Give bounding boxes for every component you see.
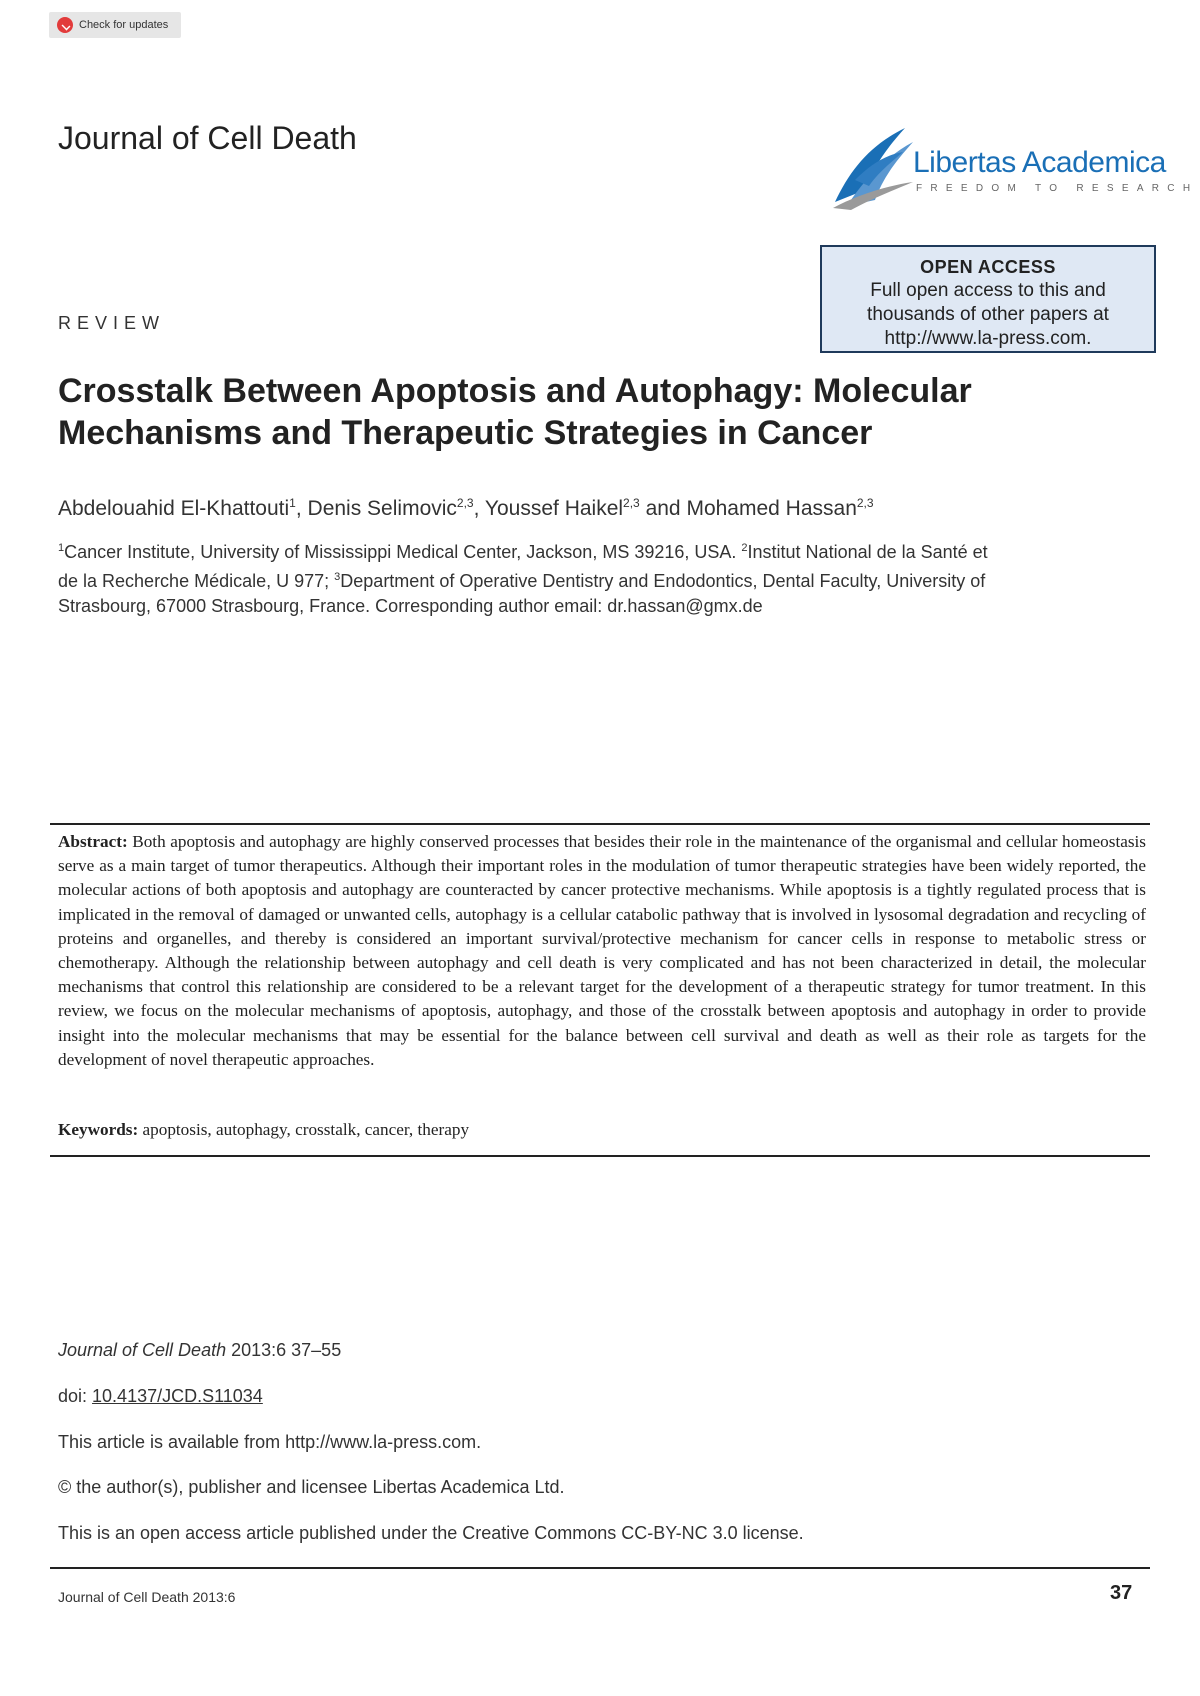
- abstract-top-rule: [50, 823, 1150, 825]
- journal-name: Journal of Cell Death: [58, 120, 357, 156]
- article-type-label: REVIEW: [58, 313, 166, 333]
- author-list: Abdelouahid El-Khattouti$^1$, Denis Selimovic$^{2,3}$, Youssef Haikel$^{2,3}$ and Mohamed Hassan$^{2,3}$: [58, 496, 874, 520]
- abstract: [58, 830, 1146, 1072]
- affiliation-line: Strasbourg, 67000 Strasbourg, France. Corresponding author email: dr.hassan@gmx.de: [58, 596, 763, 616]
- abstract-label: Abstract:: [58, 832, 128, 851]
- affiliation-line: $^1$Cancer Institute, University of Mississippi Medical Center, Jackson, MS 39216, USA. $^2$Institut National de la Santé et: [58, 542, 988, 562]
- citation-line: [58, 1340, 341, 1361]
- open-access-line: Full open access to this and: [870, 280, 1106, 301]
- keywords-text: apoptosis, autophagy, crosstalk, cancer, therapy: [142, 1120, 470, 1139]
- doi-link[interactable]: 10.4137/JCD.S11034: [92, 1386, 263, 1406]
- citation-volume: 2013:6 37–55: [226, 1340, 342, 1360]
- open-access-link[interactable]: http://www.la-press.com.: [884, 328, 1092, 349]
- check-updates-label: Check for updates: [79, 19, 169, 31]
- hands-wave-logo-icon: [833, 128, 913, 210]
- open-access-line: thousands of other papers at: [867, 304, 1109, 325]
- abstract-text: Both apoptosis and autophagy are highly conserved processes that besides their role in the maintenance of the organismal and cellular homeostasis serve as a main target of tumor therapeutics. Although their important roles in the modulation of tumor therapeutic strategies have been widely reported, the molecular actions of both apoptosis and autophagy are counteracted by cancer protective mechanisms. While apoptosis is a tightly regulated process that is implicated in the removal of damaged or unwanted cells, autophagy is a cellular catabolic pathway that is involved in lysosomal degradation and recycling of proteins and organelles, and thereby is considered an important survival/protective mechanism for cancer cells in response to metabolic stress or chemotherapy. Although the relationship between autophagy and cell death is very complicated and has not been characterized in detail, the molecular mechanisms that control this relationship are considered to be a relevant target for the development of a therapeutic strategy for tumor treatment. In this review, we focus on the molecular mechanisms of apoptosis, autophagy, and those of the crosstalk between apoptosis and autophagy in order to provide insight into the molecular mechanisms that may be essential for the balance between cell survival and death as well as their role as targets for the development of novel therapeutic approaches.: [58, 832, 1147, 1069]
- license-text: This is an open access article published under the Creative Commons CC-BY-NC 3.0 license.: [58, 1523, 804, 1543]
- doi-line: doi: 10.4137/JCD.S11034: [58, 1386, 263, 1406]
- check-updates-icon: [57, 17, 73, 33]
- publisher-name: Libertas Academica: [913, 146, 1166, 179]
- article-title: [58, 370, 1118, 454]
- article-title-line: Crosstalk Between Apoptosis and Autophagy: Molecular: [58, 372, 972, 410]
- author-name: Abdelouahid El-Khattouti: [58, 497, 290, 520]
- affiliation-line: de la Recherche Médicale, U 977; $^3$Department of Operative Dentistry and Endodontics, Dental Faculty, University of: [58, 571, 986, 591]
- author-affiliation-mark: 2,3: [623, 496, 640, 510]
- author-affiliation-mark: 1: [289, 496, 296, 510]
- page-number: 37: [1110, 1582, 1133, 1604]
- affiliations: [58, 536, 1118, 619]
- footer-journal: Journal of Cell Death 2013:6: [58, 1589, 236, 1605]
- keywords-label: Keywords:: [58, 1120, 139, 1139]
- availability-text: This article is available from http://www.la-press.com.: [58, 1432, 482, 1452]
- keywords: [58, 1120, 1138, 1140]
- article-title-line: Mechanisms and Therapeutic Strategies in Cancer: [58, 414, 873, 452]
- abstract-bottom-rule: [50, 1155, 1150, 1157]
- author-name: Mohamed Hassan: [686, 497, 857, 520]
- author-name: Denis Selimovic: [307, 497, 457, 520]
- check-for-updates-button[interactable]: [49, 12, 181, 38]
- author-affiliation-mark: 2,3: [856, 496, 874, 510]
- open-access-box: [820, 245, 1156, 353]
- author-name: Youssef Haikel: [484, 497, 624, 520]
- copyright-text: © the author(s), publisher and licensee Libertas Academica Ltd.: [58, 1477, 565, 1497]
- author-affiliation-mark: 2,3: [456, 496, 474, 510]
- citation-journal: Journal of Cell Death: [58, 1340, 227, 1360]
- footer-rule: [50, 1567, 1150, 1569]
- publisher-tagline: FREEDOM TO RESEARCH: [916, 183, 1199, 194]
- open-access-heading: OPEN ACCESS: [920, 257, 1056, 277]
